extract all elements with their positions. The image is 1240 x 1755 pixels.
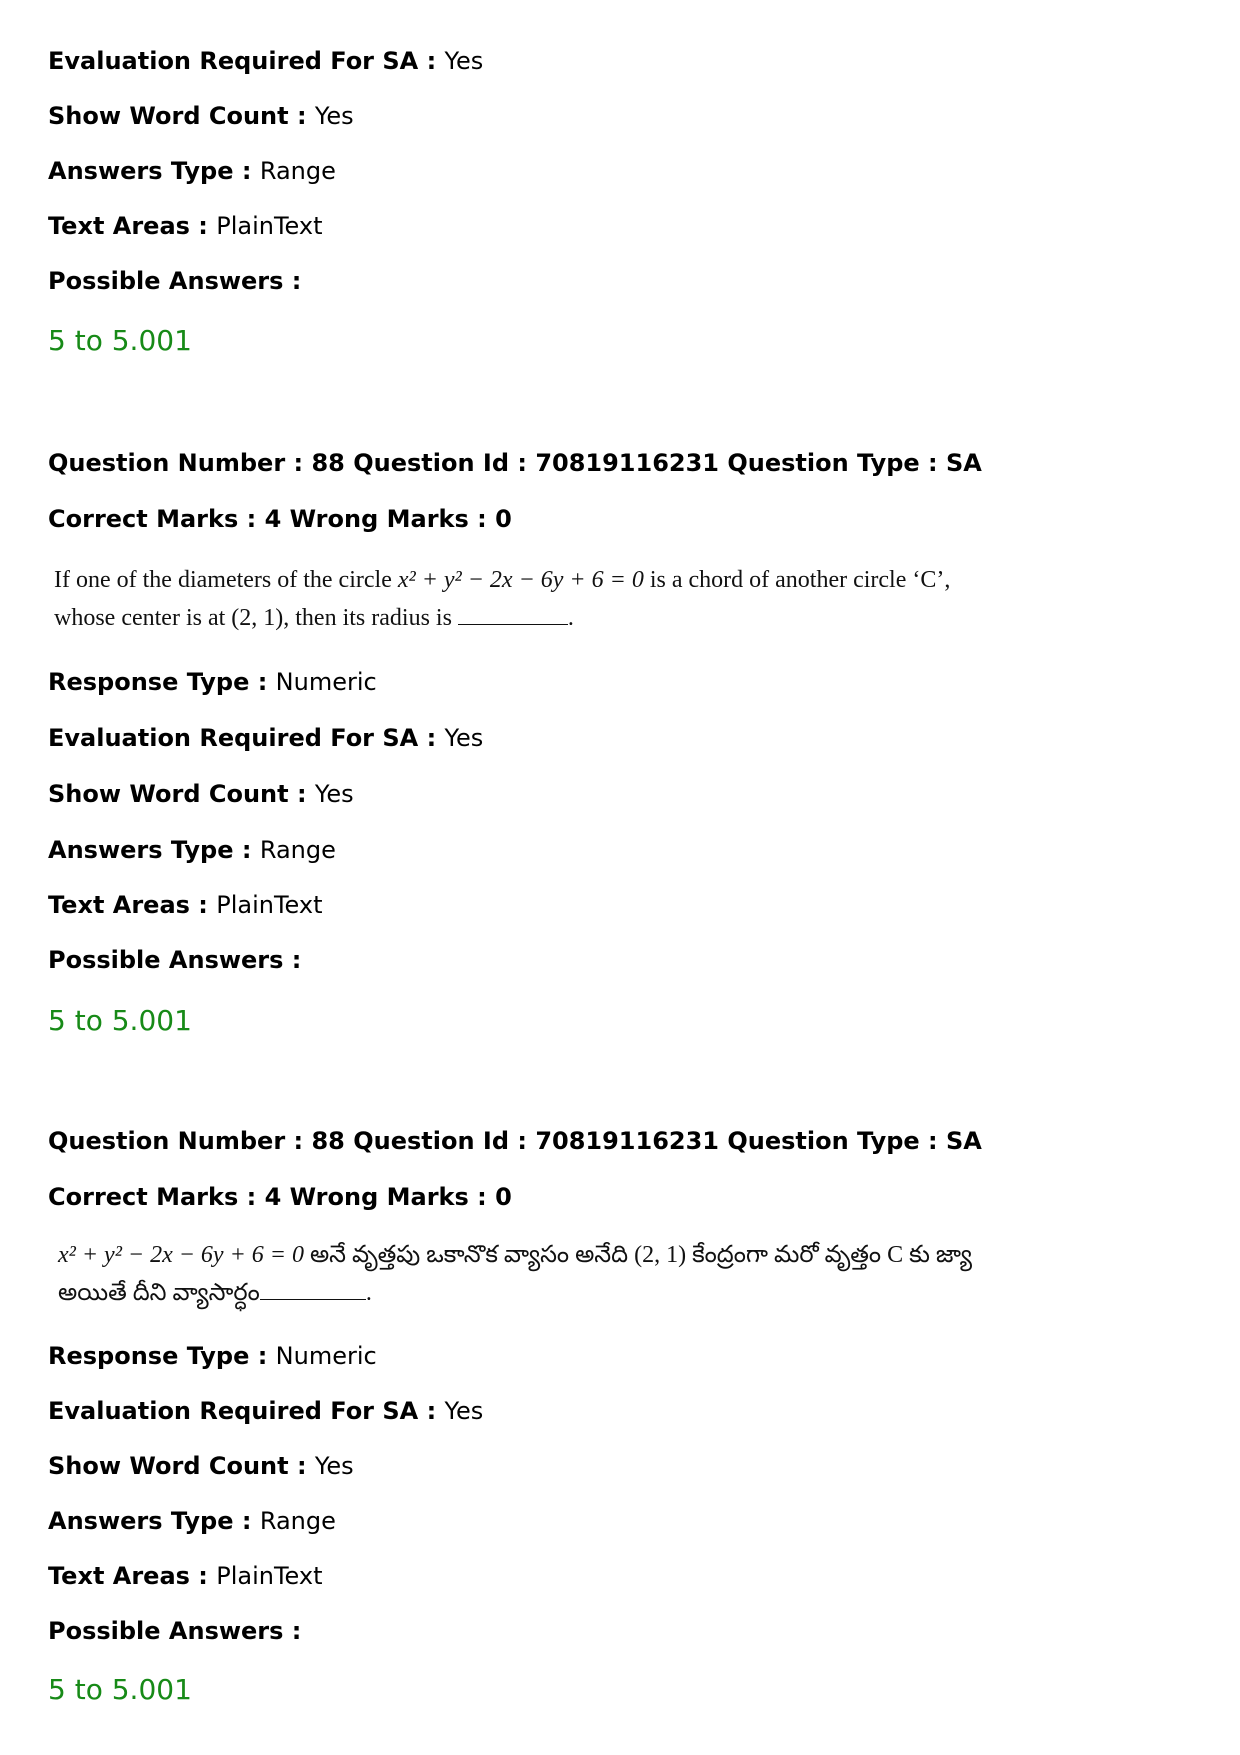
- answer-blank: [458, 606, 568, 625]
- possible-answers-label: Possible Answers :: [48, 946, 302, 974]
- question-text: [58, 1236, 972, 1312]
- show-word-count-label: Show Word Count :: [48, 102, 315, 130]
- answers-type-value: Range: [259, 157, 336, 185]
- answers-type-row: [48, 835, 336, 865]
- show-word-count-label: Show Word Count :: [48, 780, 315, 808]
- show-word-count-value: Yes: [314, 780, 354, 808]
- possible-answers-row: [48, 266, 301, 296]
- possible-answer-value: 5 to 5.001: [48, 1673, 192, 1706]
- response-type-value: Numeric: [275, 668, 377, 696]
- text-areas-label: Text Areas :: [48, 212, 217, 240]
- text-areas-row: [48, 890, 323, 920]
- equation: x² + y² − 2x − 6y + 6 = 0: [58, 1242, 304, 1268]
- eval-required-value: Yes: [444, 1397, 484, 1425]
- possible-answers-label: Possible Answers :: [48, 1617, 302, 1645]
- response-type-label: Response Type :: [48, 1342, 276, 1370]
- answers-type-row: [48, 1506, 336, 1536]
- answers-type-value: Range: [259, 836, 336, 864]
- marks-row: Correct Marks : 4 Wrong Marks : 0: [48, 505, 512, 533]
- show-word-count-row: [48, 1451, 354, 1481]
- text-areas-value: PlainText: [216, 891, 323, 919]
- question-header: Question Number : 88 Question Id : 70819116231 Question Type : SA: [48, 1127, 982, 1155]
- eval-required-label: Evaluation Required For SA :: [48, 724, 445, 752]
- possible-answer-value: 5 to 5.001: [48, 324, 192, 357]
- response-type-row: [48, 1341, 377, 1371]
- response-type-label: Response Type :: [48, 668, 276, 696]
- answer-blank: [260, 1281, 366, 1300]
- eval-required-label: Evaluation Required For SA :: [48, 1397, 445, 1425]
- show-word-count-row: [48, 101, 354, 131]
- eval-required-row: [48, 723, 483, 753]
- answers-type-label: Answers Type :: [48, 157, 260, 185]
- possible-answers-row: [48, 945, 301, 975]
- eval-required-row: [48, 1396, 483, 1426]
- eval-required-label: Evaluation Required For SA :: [48, 47, 445, 75]
- text-areas-row: [48, 1561, 323, 1591]
- question-header: Question Number : 88 Question Id : 70819116231 Question Type : SA: [48, 449, 982, 477]
- equation: x² + y² − 2x − 6y + 6 = 0: [397, 567, 644, 593]
- show-word-count-label: Show Word Count :: [48, 1452, 315, 1480]
- marks-row: Correct Marks : 4 Wrong Marks : 0: [48, 1183, 512, 1211]
- possible-answers-row: [48, 1616, 301, 1646]
- show-word-count-value: Yes: [314, 1452, 354, 1480]
- possible-answer-value: 5 to 5.001: [48, 1004, 192, 1037]
- text-areas-row: [48, 211, 323, 241]
- answers-type-value: Range: [259, 1507, 336, 1535]
- answers-type-row: [48, 156, 336, 186]
- eval-required-value: Yes: [444, 724, 484, 752]
- eval-required-row: [48, 46, 483, 76]
- possible-answers-label: Possible Answers :: [48, 267, 302, 295]
- text-areas-value: PlainText: [216, 212, 323, 240]
- question-text-line-1: If one of the diameters of the circle x² + y² − 2x − 6y + 6 = 0 is a chord of another circle ‘C’,: [54, 567, 951, 593]
- answers-type-label: Answers Type :: [48, 836, 260, 864]
- response-type-row: [48, 667, 377, 697]
- show-word-count-row: [48, 779, 354, 809]
- response-type-value: Numeric: [275, 1342, 377, 1370]
- question-text-line-1: x² + y² − 2x − 6y + 6 = 0 అనే వృత్తపు ఒకానొక వ్యాసం అనేది (2, 1) కేంద్రంగా మరో వృత్తం C కు జ్యా: [58, 1242, 972, 1268]
- show-word-count-value: Yes: [314, 102, 354, 130]
- question-text-line-2: అయితే దీని వ్యాసార్ధం .: [58, 1280, 372, 1306]
- eval-required-value: Yes: [444, 47, 484, 75]
- text-areas-label: Text Areas :: [48, 891, 217, 919]
- text-areas-value: PlainText: [216, 1562, 323, 1590]
- answers-type-label: Answers Type :: [48, 1507, 260, 1535]
- question-text: [54, 561, 950, 637]
- text-areas-label: Text Areas :: [48, 1562, 217, 1590]
- question-text-line-2: whose center is at (2, 1), then its radius is .: [54, 605, 574, 631]
